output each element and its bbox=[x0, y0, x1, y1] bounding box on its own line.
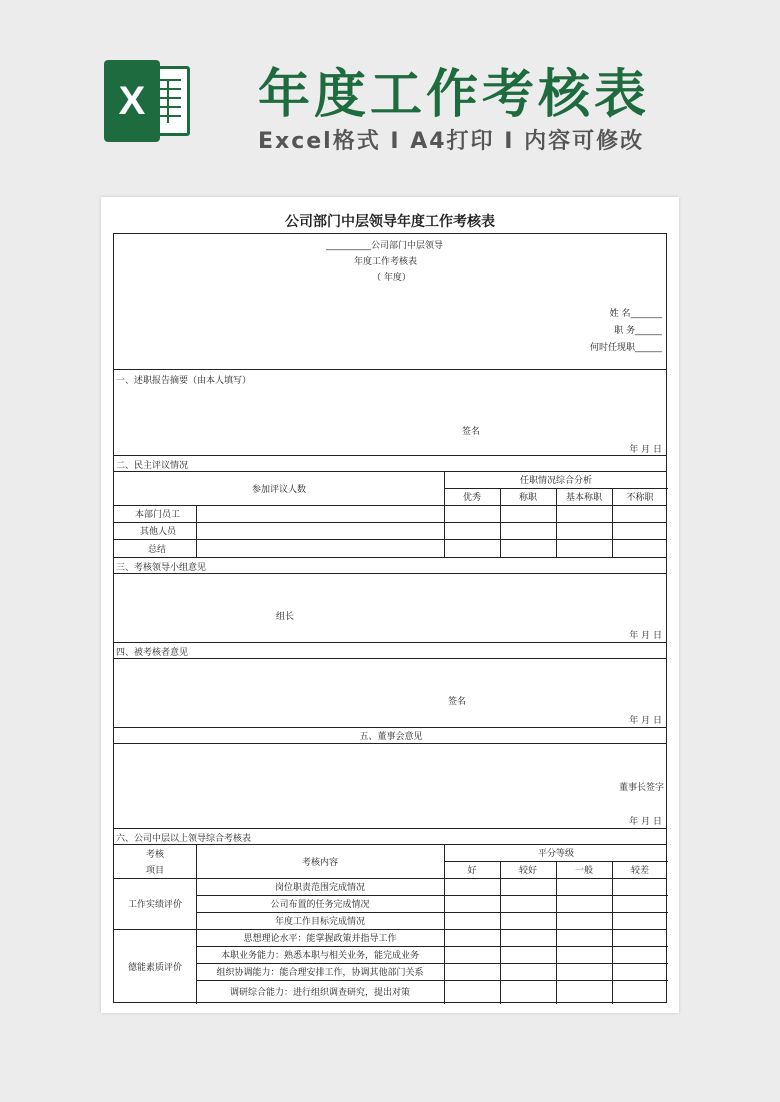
name-field[interactable]: 姓 名_______ bbox=[609, 309, 662, 319]
criteria-item: 本职业务能力：熟悉本职与相关业务，能完成业务 bbox=[220, 951, 419, 961]
criteria-item: 岗位职责范围完成情况 bbox=[274, 883, 365, 893]
criteria-item: 思想理论水平：能掌握政策并指导工作 bbox=[243, 934, 397, 944]
grade-header: 好 bbox=[467, 866, 477, 876]
tenure-field[interactable]: 何时任现职______ bbox=[589, 343, 662, 353]
grade-group-header: 平分等级 bbox=[537, 849, 574, 859]
item-header-1: 考核 bbox=[145, 849, 164, 860]
criteria-item: 年度工作目标完成情况 bbox=[274, 917, 365, 927]
banner-title: 年度工作考核表 bbox=[258, 65, 651, 125]
section6-label: 六、公司中层以上领导综合考核表 bbox=[116, 834, 252, 844]
section5-sign: 董事长签字 bbox=[618, 783, 664, 793]
item-header-2: 项目 bbox=[145, 865, 164, 876]
participants-header: 参加评议人数 bbox=[251, 484, 306, 495]
section1-sign: 签名 bbox=[462, 427, 481, 437]
cover-line3: （ 年度） bbox=[372, 273, 411, 283]
grade-header: 优秀 bbox=[462, 493, 481, 503]
criteria-item: 组织协调能力：能合理安排工作，协调其他部门关系 bbox=[216, 968, 424, 978]
group1-name: 工作实绩评价 bbox=[127, 900, 182, 910]
grade-header: 不称职 bbox=[626, 493, 654, 503]
cover-line2: 年度工作考核表 bbox=[354, 257, 418, 267]
section4-label: 四、被考核者意见 bbox=[116, 648, 189, 658]
document-title: 公司部门中层领导年度工作考核表 bbox=[285, 214, 495, 230]
section5-date: 年 月 日 bbox=[629, 817, 662, 827]
analysis-header: 任职情况综合分析 bbox=[519, 476, 592, 486]
section3-date: 年 月 日 bbox=[629, 631, 662, 641]
form-table bbox=[113, 233, 667, 1003]
section4-date: 年 月 日 bbox=[629, 716, 662, 726]
section4-sign: 签名 bbox=[448, 697, 467, 707]
row-label: 其他人员 bbox=[139, 527, 176, 537]
criteria-item: 公司布置的任务完成情况 bbox=[270, 900, 370, 910]
criteria-item: 调研综合能力：进行组织调查研究，提出对策 bbox=[229, 987, 410, 998]
row-label: 本部门员工 bbox=[134, 510, 180, 520]
section5-label: 五、董事会意见 bbox=[359, 731, 423, 742]
section3-label: 三、考核领导小组意见 bbox=[116, 563, 207, 573]
section2-label: 二、民主评议情况 bbox=[116, 461, 189, 471]
logo-letter: X bbox=[104, 60, 160, 142]
grade-header: 较好 bbox=[518, 866, 537, 876]
cover-line1: __________公司部门中层领导 bbox=[326, 241, 444, 251]
excel-logo-icon bbox=[104, 60, 188, 142]
grade-header: 基本称职 bbox=[565, 493, 602, 503]
row-label: 总结 bbox=[147, 544, 166, 555]
document-page bbox=[101, 197, 679, 1013]
content-header: 考核内容 bbox=[301, 857, 338, 868]
grade-header: 称职 bbox=[518, 493, 537, 503]
group2-name: 德能素质评价 bbox=[127, 963, 182, 973]
banner-subtitle: Excel格式 I A4打印 I 内容可修改 bbox=[258, 129, 645, 154]
section1-label: 一、述职报告摘要（由本人填写） bbox=[116, 376, 252, 386]
position-field[interactable]: 职 务______ bbox=[614, 326, 662, 336]
section3-sign: 组长 bbox=[276, 612, 295, 622]
section1-date: 年 月 日 bbox=[629, 445, 662, 455]
grade-header: 较差 bbox=[630, 866, 649, 876]
grade-header: 一般 bbox=[574, 866, 593, 876]
